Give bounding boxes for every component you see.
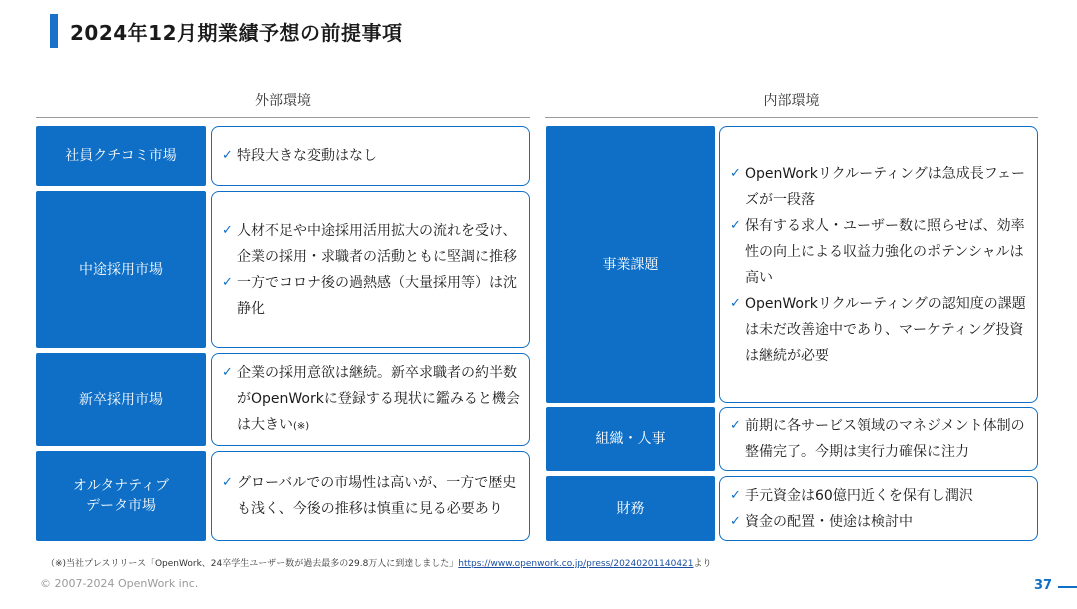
external-divider [36, 117, 530, 118]
page-title: 2024年12月期業績予想の前提事項 [70, 21, 403, 45]
list-item: ✓ 保有する求人・ユーザー数に照らせば、効率性の向上による収益力強化のポテンシャルは高い [730, 213, 1029, 291]
footnote-marker: (※) [293, 420, 310, 432]
check-icon: ✓ [730, 487, 741, 503]
content-midcareer-market [211, 191, 530, 348]
footnote: （※)当社プレスリリース「OpenWork、24卒学生ユーザー数が過去最多の29.8万人に到達しました」https://www.openwork.co.jp/press/20240201140421より [46, 559, 712, 569]
content-newgrad-market [211, 353, 530, 446]
copyright: © 2007-2024 OpenWork inc. [40, 577, 199, 590]
external-heading: 外部環境 [255, 93, 311, 109]
check-icon: ✓ [730, 295, 741, 311]
check-icon: ✓ [730, 217, 741, 233]
list-item: ✓ 人材不足や中途採用活用拡大の流れを受け、企業の採用・求職者の活動ともに堅調に推移 [222, 218, 521, 270]
internal-heading: 内部環境 [763, 93, 820, 109]
content-business-issues [719, 126, 1038, 403]
list-item: ✓ 特段大きな変動はなし [222, 143, 521, 169]
check-icon: ✓ [730, 165, 741, 181]
check-icon: ✓ [730, 418, 741, 433]
label-organization-hr: 組織・人事 [546, 407, 715, 471]
list-item: ✓ 前期に各サービス領域のマネジメント体制の整備完了。今期は実行力確保に注力 [730, 413, 1029, 465]
title-accent-bar [50, 14, 58, 48]
internal-divider [545, 117, 1038, 118]
content-alternative-data-market [211, 451, 530, 541]
label-kuchikomi-market: 社員クチコミ市場 [36, 126, 206, 186]
label-midcareer-market: 中途採用市場 [36, 191, 206, 348]
content-kuchikomi-market [211, 126, 530, 186]
check-icon: ✓ [730, 513, 741, 529]
check-icon: ✓ [222, 222, 233, 238]
list-item: ✓ OpenWorkリクルーティングの認知度の課題は未だ改善途中であり、マーケティング投資は継続が必要 [730, 291, 1029, 369]
check-icon: ✓ [222, 364, 233, 380]
list-item: ✓ 資金の配置・使途は検討中 [730, 509, 1029, 535]
content-organization-hr [719, 407, 1038, 471]
label-business-issues: 事業課題 [546, 126, 715, 403]
page-number: 37 [1034, 578, 1053, 593]
list-item: ✓ 一方でコロナ後の過熱感（大量採用等）は沈静化 [222, 270, 521, 322]
list-item: ✓ 手元資金は60億円近くを保有し潤沢 [730, 483, 1029, 509]
content-finance [719, 476, 1038, 541]
list-item: ✓ 企業の採用意欲は継続。新卒求職者の約半数がOpenWorkに登録する現状に鑑みると機会は大きい(※) [222, 360, 521, 440]
label-newgrad-market: 新卒採用市場 [36, 353, 206, 446]
label-finance: 財務 [546, 476, 715, 541]
press-release-link[interactable]: https://www.openwork.co.jp/press/20240201140421 [458, 559, 694, 569]
check-icon: ✓ [222, 475, 233, 490]
check-icon: ✓ [222, 148, 233, 163]
list-item: ✓ OpenWorkリクルーティングは急成長フェーズが一段落 [730, 161, 1029, 213]
check-icon: ✓ [222, 274, 233, 290]
label-alternative-data-market: オルタナティブ データ市場 [36, 451, 206, 541]
list-item: ✓ グローバルでの市場性は高いが、一方で歴史も浅く、今後の推移は慎重に見る必要あり [222, 470, 521, 522]
page-number-line [1058, 586, 1077, 588]
